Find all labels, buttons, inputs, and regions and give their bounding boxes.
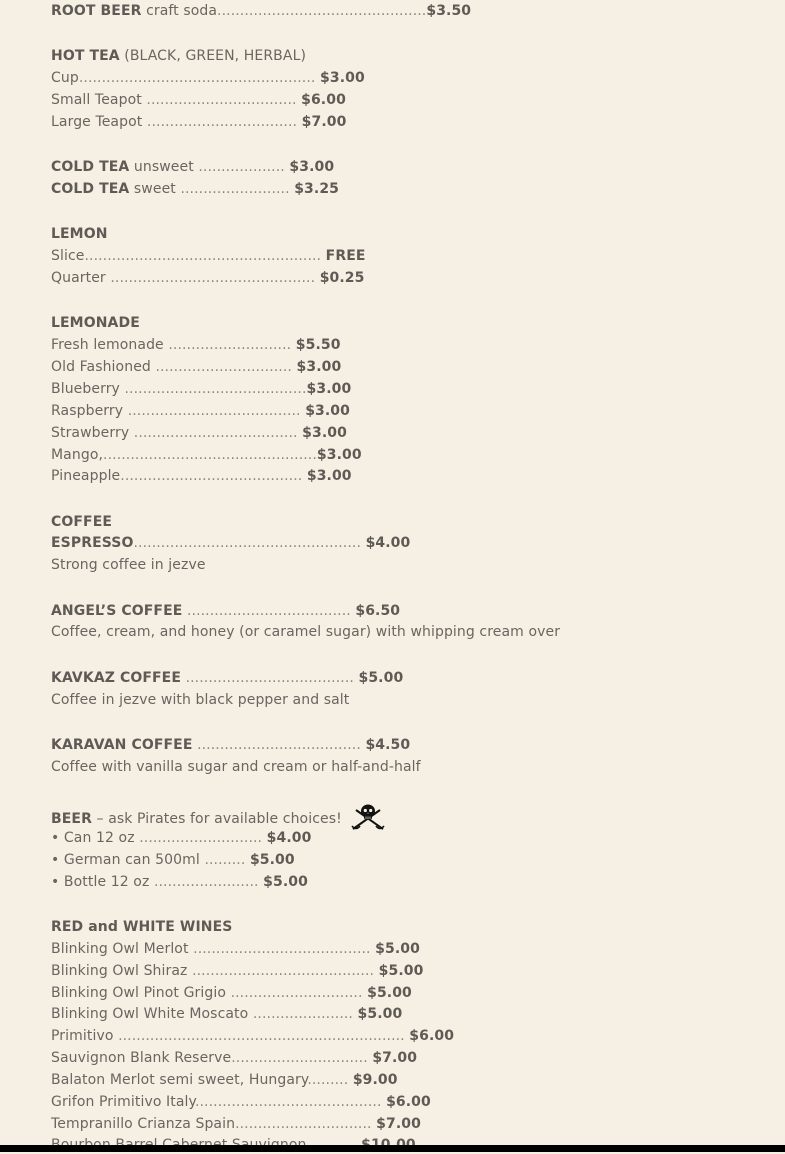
item-name: Old Fashioned	[51, 359, 151, 375]
menu-item	[51, 962, 423, 980]
dot-leader: ......................................	[127, 403, 301, 419]
dot-leader: ...............................................	[103, 447, 317, 463]
item-price: $3.00	[296, 359, 342, 375]
item-description: Strong coffee in jezve	[51, 557, 206, 573]
menu-item	[51, 269, 364, 287]
menu-item	[51, 1005, 402, 1023]
item-name: Mango,	[51, 447, 104, 463]
item-price: $5.00	[378, 963, 424, 979]
item-price: $3.00	[316, 447, 362, 463]
item-name: Strawberry	[51, 425, 130, 441]
item-price: $9.00	[352, 1072, 398, 1088]
item-name: Primitivo	[51, 1028, 114, 1044]
dot-leader: ..............................	[235, 1116, 372, 1132]
item-name: ROOT BEER	[51, 3, 142, 19]
item-price: $3.00	[320, 70, 365, 86]
dot-leader: .............................	[230, 985, 363, 1001]
item-price: $6.00	[301, 92, 346, 108]
item-price: FREE	[325, 248, 366, 264]
dot-leader: ...........................	[139, 830, 263, 846]
menu-item-cold-tea-unsweet	[51, 158, 334, 176]
dot-leader: ....................................................	[78, 70, 316, 86]
section-title: HOT TEA	[51, 48, 120, 64]
menu-item-angels-coffee	[51, 602, 400, 620]
item-description: Coffee with vanilla sugar and cream or half-and-half	[51, 759, 421, 775]
item-name: Grifon Primitivo Italy	[51, 1094, 195, 1110]
section-heading-hot-tea	[51, 47, 306, 65]
section-heading-coffee	[51, 513, 112, 531]
dot-leader: .................................	[146, 114, 298, 130]
item-name: Cup	[51, 70, 79, 86]
menu-item	[51, 940, 420, 958]
item-name: Fresh lemonade	[51, 337, 164, 353]
item-price: $5.00	[263, 874, 308, 890]
item-price: $5.00	[367, 985, 412, 1001]
item-price: $6.50	[355, 603, 401, 619]
menu-item-kavkaz-coffee	[51, 669, 403, 687]
menu-item	[51, 1115, 421, 1133]
menu-item	[51, 380, 351, 398]
dot-leader: ....................................	[197, 737, 361, 753]
dot-leader: ....................................	[186, 603, 351, 619]
menu-item	[51, 1071, 398, 1089]
menu-item	[51, 873, 308, 891]
item-price: $6.00	[386, 1094, 431, 1110]
item-description: Coffee, cream, and honey (or caramel sugar) with whipping cream over	[51, 624, 561, 640]
item-price: $5.00	[358, 670, 404, 686]
item-name: Blinking Owl Merlot	[51, 941, 189, 957]
item-price: $5.00	[375, 941, 420, 957]
dot-leader: ..............................	[231, 1050, 368, 1066]
menu-item	[51, 336, 341, 354]
item-price: $3.00	[305, 403, 350, 419]
dot-leader: .....................................	[185, 670, 354, 686]
item-name: Large Teapot	[51, 114, 143, 130]
dot-leader: ......................	[252, 1006, 353, 1022]
section-heading-wines	[51, 918, 232, 936]
menu-item	[51, 446, 362, 464]
item-name: ANGEL’S COFFEE	[51, 603, 183, 619]
item-price: $3.00	[306, 381, 352, 397]
dot-leader: .............................................	[110, 270, 316, 286]
menu-item	[51, 1049, 417, 1067]
item-name: Balaton Merlot semi sweet, Hungary	[51, 1072, 308, 1088]
dot-leader: ..............................................	[217, 3, 427, 19]
item-price: $0.25	[319, 270, 365, 286]
item-price: $3.00	[289, 159, 335, 175]
menu-item	[51, 402, 350, 420]
section-subtitle: (BLACK, GREEN, HERBAL)	[124, 48, 307, 64]
section-title: COFFEE	[51, 514, 113, 530]
dot-leader: ........................................	[192, 963, 375, 979]
menu-item	[51, 984, 412, 1002]
dot-leader: .........................................	[194, 1094, 382, 1110]
menu-item	[51, 467, 352, 485]
dot-leader: ..............................	[155, 359, 292, 375]
menu-item	[51, 247, 366, 265]
menu-item	[51, 424, 347, 442]
section-title: LEMON	[51, 226, 108, 242]
menu-item	[51, 851, 295, 869]
item-name: Small Teapot	[51, 92, 142, 108]
item-price: $4.00	[365, 535, 411, 551]
section-heading-lemonade	[51, 314, 140, 332]
item-price: $4.00	[266, 830, 312, 846]
section-title: BEER	[51, 811, 92, 827]
item-name: Sauvignon Blank Reserve	[51, 1050, 232, 1066]
item-price: $7.00	[301, 114, 347, 130]
dot-leader: ...............................................................	[118, 1028, 405, 1044]
section-heading-lemon	[51, 225, 108, 243]
item-name: Pineapple	[51, 468, 121, 484]
menu-item	[51, 91, 346, 109]
menu-item	[51, 358, 341, 376]
menu-item-karavan-coffee	[51, 736, 410, 754]
section-title: RED and WHITE WINES	[51, 919, 233, 935]
item-name: Tempranillo Crianza Spain	[51, 1116, 236, 1132]
item-name: COLD TEA	[51, 159, 130, 175]
dot-leader: ........................	[180, 181, 290, 197]
item-price: $7.00	[372, 1050, 418, 1066]
item-price: $3.00	[302, 425, 347, 441]
item-price: $5.50	[295, 337, 341, 353]
dot-leader: .........	[307, 1072, 349, 1088]
menu-item	[51, 1027, 454, 1045]
item-price: $3.25	[294, 181, 340, 197]
pirate-skull-icon	[350, 802, 386, 832]
menu-item	[51, 829, 311, 847]
dot-leader: ...........................	[168, 337, 292, 353]
dot-leader: ...................	[198, 159, 285, 175]
item-name: KARAVAN COFFEE	[51, 737, 193, 753]
dot-leader: ....................................	[133, 425, 298, 441]
item-desc: sweet	[133, 181, 176, 197]
item-price: $3.50	[426, 3, 472, 19]
section-note: – ask Pirates for available choices!	[96, 811, 342, 827]
dot-leader: ....................................................	[84, 248, 322, 264]
dot-leader: .......................................	[193, 941, 371, 957]
item-name: Slice	[51, 248, 85, 264]
menu-item	[51, 113, 346, 131]
menu-item-espresso	[51, 534, 410, 552]
section-title: LEMONADE	[51, 315, 140, 331]
dot-leader: ........................................	[120, 468, 303, 484]
menu-item-root-beer	[51, 2, 471, 20]
dot-leader: .........	[204, 852, 246, 868]
item-desc: unsweet	[133, 159, 194, 175]
item-name: Blinking Owl White Moscato	[51, 1006, 249, 1022]
item-price: $4.50	[365, 737, 411, 753]
dot-leader: .......................	[153, 874, 259, 890]
menu-item	[51, 69, 365, 87]
item-price: $5.00	[357, 1006, 403, 1022]
item-price: $7.00	[376, 1116, 421, 1132]
item-price: $6.00	[409, 1028, 455, 1044]
item-name: COLD TEA	[51, 181, 130, 197]
item-description: Coffee in jezve with black pepper and salt	[51, 692, 350, 708]
item-name: KAVKAZ COFFEE	[51, 670, 182, 686]
dot-leader: .................................	[146, 92, 297, 108]
item-desc: craft soda	[146, 3, 218, 19]
item-name: Quarter	[51, 270, 106, 286]
item-price: $3.00	[306, 468, 352, 484]
menu-item-cold-tea-sweet	[51, 180, 339, 198]
dot-leader: ..................................................	[133, 535, 362, 551]
item-name: Blinking Owl Shiraz	[51, 963, 188, 979]
item-name: • Bottle 12 oz	[51, 874, 150, 890]
item-price: $5.00	[249, 852, 295, 868]
item-name: Raspberry	[51, 403, 124, 419]
item-name: • German can 500ml	[51, 852, 200, 868]
dot-leader: ........................................	[124, 381, 307, 397]
item-name: ESPRESSO	[51, 535, 134, 551]
bottom-edge-bar	[0, 1145, 785, 1152]
menu-item	[51, 1093, 431, 1111]
item-name: Blueberry	[51, 381, 120, 397]
item-name: • Can 12 oz	[51, 830, 135, 846]
item-name: Blinking Owl Pinot Grigio	[51, 985, 227, 1001]
